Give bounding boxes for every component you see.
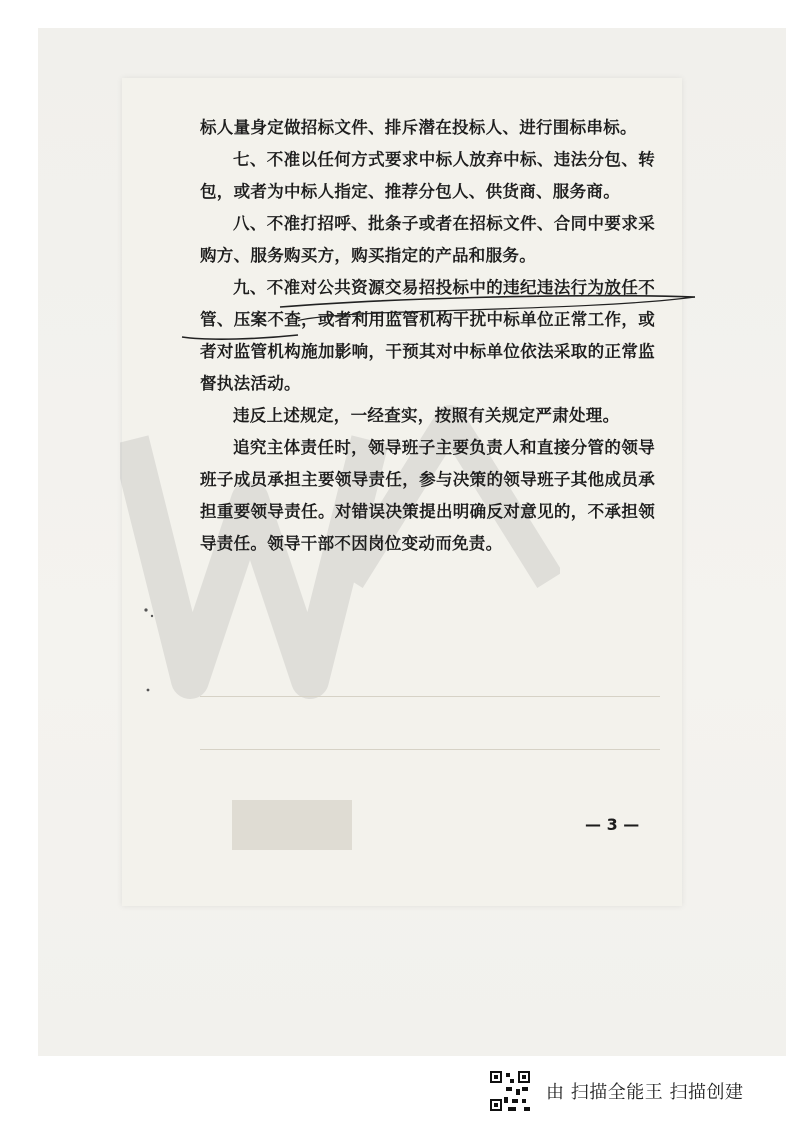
paragraph-9: 九、不准对公共资源交易招投标中的违纪违法行为放任不管、压案不查，或者利用监管机构干扰中标单位正常工作，或者对监管机构施加影响，干预其对中标单位依法采取的正常监督执法活动。 bbox=[200, 278, 655, 393]
paragraph-8: 八、不准打招呼、批条子或者在招标文件、合同中要求采购方、服务购买方，购买指定的产品和服务。 bbox=[200, 214, 655, 265]
qr-code-icon bbox=[488, 1069, 532, 1113]
faded-divider bbox=[200, 749, 660, 750]
faded-stamp-area bbox=[232, 800, 352, 850]
scanner-credit: 由 扫描全能王 扫描创建 bbox=[546, 1082, 744, 1103]
paragraph-1: 标人量身定做招标文件、排斥潜在投标人、进行围标串标。 bbox=[200, 118, 637, 137]
scan-specks bbox=[140, 600, 170, 700]
paragraph-7: 七、不准以任何方式要求中标人放弃中标、违法分包、转包，或者为中标人指定、推荐分包人、供货商、服务商。 bbox=[200, 150, 655, 201]
faded-distribution-block bbox=[200, 690, 660, 790]
paragraph-violation: 违反上述规定，一经查实，按照有关规定严肃处理。 bbox=[233, 406, 620, 425]
pen-underline-mark bbox=[180, 285, 700, 345]
scanner-footer bbox=[488, 1068, 743, 1114]
paragraph-responsibility: 追究主体责任时，领导班子主要负责人和直接分管的领导班子成员承担主要领导责任，参与决策的领导班子其他成员承担重要领导责任。对错误决策提出明确反对意见的，不承担领导责任。领导干部不因岗位变动而免责。 bbox=[200, 438, 655, 553]
page-number: — 3 — bbox=[585, 815, 640, 834]
